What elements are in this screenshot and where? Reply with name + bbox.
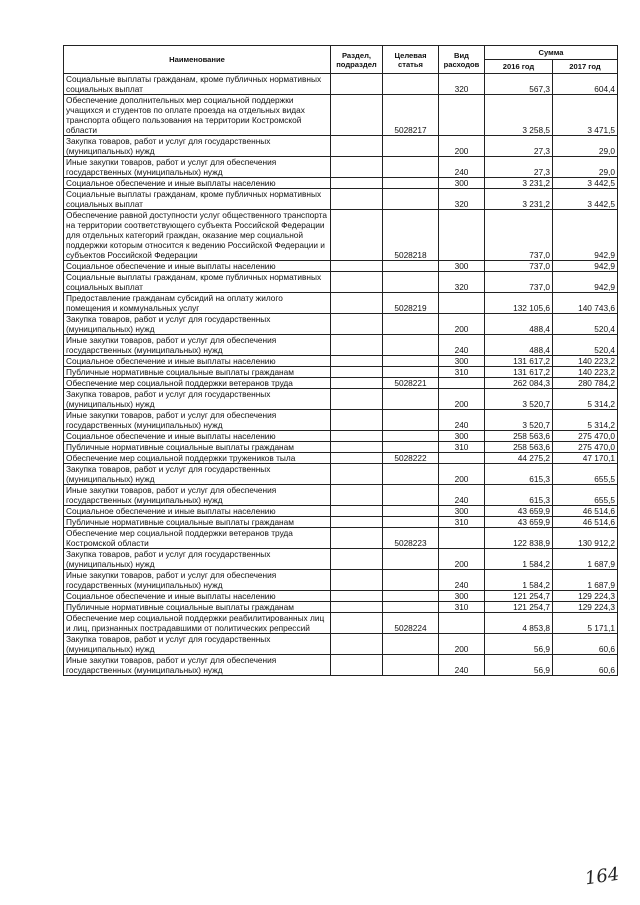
row-type: 200 — [439, 136, 485, 157]
row-sum-2016: 44 275,2 — [485, 453, 553, 464]
row-name: Обеспечение равной доступности услуг общественного транспорта на территории соответствующего субъекта Российской Федерации для отдельных категорий граждан, оказание мер социальной поддержки которым относится к ведению Российской Федерации и субъектов Российской Федерации — [64, 210, 331, 261]
row-type: 240 — [439, 157, 485, 178]
row-sum-2016: 131 617,2 — [485, 367, 553, 378]
row-type: 240 — [439, 570, 485, 591]
row-section — [331, 591, 383, 602]
header-year-2016: 2016 год — [485, 60, 553, 74]
row-sum-2017: 5 314,2 — [553, 410, 618, 431]
row-type: 200 — [439, 464, 485, 485]
row-name: Иные закупки товаров, работ и услуг для обеспечения государственных (муниципальных) нужд — [64, 655, 331, 676]
row-sum-2017: 604,4 — [553, 74, 618, 95]
row-target — [383, 178, 439, 189]
row-sum-2017: 942,9 — [553, 261, 618, 272]
table-row — [64, 314, 618, 335]
row-target — [383, 570, 439, 591]
row-section — [331, 367, 383, 378]
row-sum-2016: 27,3 — [485, 157, 553, 178]
row-sum-2016: 615,3 — [485, 485, 553, 506]
row-section — [331, 261, 383, 272]
row-section — [331, 613, 383, 634]
table-row — [64, 634, 618, 655]
row-name: Закупка товаров, работ и услуг для государственных (муниципальных) нужд — [64, 314, 331, 335]
row-name: Иные закупки товаров, работ и услуг для обеспечения государственных (муниципальных) нужд — [64, 570, 331, 591]
row-type: 300 — [439, 261, 485, 272]
row-type: 300 — [439, 356, 485, 367]
table-row — [64, 378, 618, 389]
table-row — [64, 442, 618, 453]
row-sum-2017: 520,4 — [553, 314, 618, 335]
table-row — [64, 410, 618, 431]
row-sum-2017: 60,6 — [553, 655, 618, 676]
table-row — [64, 261, 618, 272]
row-name: Закупка товаров, работ и услуг для государственных (муниципальных) нужд — [64, 464, 331, 485]
table-row — [64, 506, 618, 517]
row-sum-2016: 1 584,2 — [485, 570, 553, 591]
row-section — [331, 189, 383, 210]
row-sum-2017: 1 687,9 — [553, 570, 618, 591]
row-target — [383, 602, 439, 613]
row-name: Закупка товаров, работ и услуг для государственных (муниципальных) нужд — [64, 389, 331, 410]
row-type: 240 — [439, 410, 485, 431]
row-type: 300 — [439, 591, 485, 602]
row-name: Иные закупки товаров, работ и услуг для обеспечения государственных (муниципальных) нужд — [64, 335, 331, 356]
row-sum-2016: 488,4 — [485, 335, 553, 356]
row-target: 5028223 — [383, 528, 439, 549]
row-sum-2017: 275 470,0 — [553, 442, 618, 453]
row-sum-2016: 56,9 — [485, 655, 553, 676]
row-target — [383, 367, 439, 378]
table-row — [64, 602, 618, 613]
row-section — [331, 157, 383, 178]
row-type: 300 — [439, 506, 485, 517]
row-name: Иные закупки товаров, работ и услуг для обеспечения государственных (муниципальных) нужд — [64, 485, 331, 506]
row-sum-2016: 3 231,2 — [485, 178, 553, 189]
table-body — [64, 74, 618, 676]
row-section — [331, 549, 383, 570]
table-header — [64, 46, 618, 74]
row-type — [439, 613, 485, 634]
row-section — [331, 528, 383, 549]
row-section — [331, 272, 383, 293]
row-sum-2016: 3 231,2 — [485, 189, 553, 210]
row-sum-2016: 737,0 — [485, 210, 553, 261]
table-row — [64, 549, 618, 570]
page-number: 164 — [583, 863, 621, 890]
row-sum-2017: 140 223,2 — [553, 367, 618, 378]
row-section — [331, 378, 383, 389]
row-section — [331, 410, 383, 431]
row-sum-2016: 567,3 — [485, 74, 553, 95]
row-target — [383, 485, 439, 506]
row-type: 320 — [439, 74, 485, 95]
table-row — [64, 517, 618, 528]
row-sum-2017: 3 471,5 — [553, 95, 618, 136]
row-section — [331, 506, 383, 517]
row-target — [383, 389, 439, 410]
table-row — [64, 95, 618, 136]
header-year-2017: 2017 год — [553, 60, 618, 74]
row-name: Предоставление гражданам субсидий на оплату жилого помещения и коммунальных услуг — [64, 293, 331, 314]
row-sum-2017: 60,6 — [553, 634, 618, 655]
row-type: 320 — [439, 272, 485, 293]
row-target — [383, 591, 439, 602]
budget-table — [63, 45, 618, 676]
row-target — [383, 272, 439, 293]
table-row — [64, 178, 618, 189]
table-row — [64, 157, 618, 178]
row-name: Социальное обеспечение и иные выплаты населению — [64, 591, 331, 602]
row-section — [331, 74, 383, 95]
row-sum-2016: 3 520,7 — [485, 389, 553, 410]
row-name: Обеспечение дополнительных мер социальной поддержки учащихся и студентов по оплате проезда на отдельных видах транспорта общего пользования на территории Костромской области — [64, 95, 331, 136]
table-row — [64, 189, 618, 210]
row-name: Публичные нормативные социальные выплаты гражданам — [64, 442, 331, 453]
row-sum-2016: 121 254,7 — [485, 591, 553, 602]
row-sum-2016: 122 838,9 — [485, 528, 553, 549]
row-sum-2016: 3 258,5 — [485, 95, 553, 136]
table-row — [64, 613, 618, 634]
table-row — [64, 272, 618, 293]
row-type: 200 — [439, 314, 485, 335]
row-type: 240 — [439, 655, 485, 676]
row-name: Иные закупки товаров, работ и услуг для обеспечения государственных (муниципальных) нужд — [64, 157, 331, 178]
row-sum-2017: 5 171,1 — [553, 613, 618, 634]
row-name: Социальные выплаты гражданам, кроме публичных нормативных социальных выплат — [64, 272, 331, 293]
row-sum-2017: 942,9 — [553, 210, 618, 261]
row-type — [439, 95, 485, 136]
row-target — [383, 506, 439, 517]
row-target — [383, 136, 439, 157]
row-sum-2016: 258 563,6 — [485, 442, 553, 453]
row-name: Социальные выплаты гражданам, кроме публичных нормативных социальных выплат — [64, 189, 331, 210]
row-type — [439, 293, 485, 314]
row-sum-2016: 737,0 — [485, 261, 553, 272]
header-type: Вид расходов — [439, 46, 485, 74]
row-type — [439, 378, 485, 389]
row-type: 240 — [439, 485, 485, 506]
row-sum-2016: 121 254,7 — [485, 602, 553, 613]
table-row — [64, 655, 618, 676]
row-target — [383, 335, 439, 356]
row-sum-2016: 258 563,6 — [485, 431, 553, 442]
header-section: Раздел, подраздел — [331, 46, 383, 74]
table-row — [64, 431, 618, 442]
row-section — [331, 335, 383, 356]
row-sum-2016: 615,3 — [485, 464, 553, 485]
row-sum-2017: 47 170,1 — [553, 453, 618, 464]
row-target — [383, 74, 439, 95]
row-section — [331, 634, 383, 655]
row-section — [331, 485, 383, 506]
row-type: 300 — [439, 431, 485, 442]
row-target: 5028222 — [383, 453, 439, 464]
row-type: 200 — [439, 389, 485, 410]
table-row — [64, 356, 618, 367]
row-sum-2016: 43 659,9 — [485, 506, 553, 517]
row-target — [383, 189, 439, 210]
row-sum-2016: 43 659,9 — [485, 517, 553, 528]
row-sum-2017: 655,5 — [553, 464, 618, 485]
row-sum-2016: 27,3 — [485, 136, 553, 157]
table-row — [64, 570, 618, 591]
row-target — [383, 356, 439, 367]
row-section — [331, 602, 383, 613]
row-target — [383, 261, 439, 272]
table-row — [64, 485, 618, 506]
row-sum-2016: 488,4 — [485, 314, 553, 335]
row-section — [331, 314, 383, 335]
row-name: Обеспечение мер социальной поддержки тружеников тыла — [64, 453, 331, 464]
row-target — [383, 442, 439, 453]
header-sum: Сумма — [485, 46, 618, 60]
row-type: 310 — [439, 442, 485, 453]
row-section — [331, 655, 383, 676]
row-target — [383, 314, 439, 335]
row-type — [439, 453, 485, 464]
row-section — [331, 356, 383, 367]
row-sum-2017: 1 687,9 — [553, 549, 618, 570]
row-target: 5028217 — [383, 95, 439, 136]
row-name: Социальное обеспечение и иные выплаты населению — [64, 506, 331, 517]
row-sum-2017: 275 470,0 — [553, 431, 618, 442]
row-name: Публичные нормативные социальные выплаты гражданам — [64, 517, 331, 528]
row-sum-2016: 262 084,3 — [485, 378, 553, 389]
row-type: 310 — [439, 517, 485, 528]
row-target: 5028224 — [383, 613, 439, 634]
row-section — [331, 442, 383, 453]
row-target: 5028218 — [383, 210, 439, 261]
row-name: Обеспечение мер социальной поддержки реабилитированных лиц и лиц, признанных пострадавшими от политических репрессий — [64, 613, 331, 634]
row-target — [383, 431, 439, 442]
row-name: Закупка товаров, работ и услуг для государственных (муниципальных) нужд — [64, 549, 331, 570]
row-name: Закупка товаров, работ и услуг для государственных (муниципальных) нужд — [64, 136, 331, 157]
row-sum-2017: 140 223,2 — [553, 356, 618, 367]
row-type: 200 — [439, 634, 485, 655]
row-sum-2017: 3 442,5 — [553, 178, 618, 189]
row-section — [331, 464, 383, 485]
table-row — [64, 464, 618, 485]
row-sum-2017: 46 514,6 — [553, 517, 618, 528]
table-row — [64, 591, 618, 602]
row-target — [383, 634, 439, 655]
row-sum-2017: 280 784,2 — [553, 378, 618, 389]
row-sum-2017: 3 442,5 — [553, 189, 618, 210]
row-target — [383, 157, 439, 178]
row-sum-2017: 5 314,2 — [553, 389, 618, 410]
header-target: Целевая статья — [383, 46, 439, 74]
row-name: Социальное обеспечение и иные выплаты населению — [64, 261, 331, 272]
row-section — [331, 431, 383, 442]
row-name: Закупка товаров, работ и услуг для государственных (муниципальных) нужд — [64, 634, 331, 655]
table-row — [64, 335, 618, 356]
row-type: 320 — [439, 189, 485, 210]
row-target — [383, 517, 439, 528]
row-target — [383, 549, 439, 570]
row-type: 240 — [439, 335, 485, 356]
row-sum-2016: 1 584,2 — [485, 549, 553, 570]
row-name: Публичные нормативные социальные выплаты гражданам — [64, 367, 331, 378]
row-type: 310 — [439, 602, 485, 613]
table-row — [64, 389, 618, 410]
table-row — [64, 210, 618, 261]
row-section — [331, 570, 383, 591]
table-row — [64, 528, 618, 549]
row-type: 200 — [439, 549, 485, 570]
row-name: Обеспечение мер социальной поддержки ветеранов труда Костромской области — [64, 528, 331, 549]
row-sum-2016: 132 105,6 — [485, 293, 553, 314]
row-section — [331, 210, 383, 261]
row-sum-2017: 29,0 — [553, 157, 618, 178]
table-row — [64, 367, 618, 378]
row-name: Социальное обеспечение и иные выплаты населению — [64, 356, 331, 367]
row-sum-2017: 129 224,3 — [553, 591, 618, 602]
row-type: 310 — [439, 367, 485, 378]
row-section — [331, 178, 383, 189]
row-section — [331, 95, 383, 136]
row-sum-2017: 520,4 — [553, 335, 618, 356]
row-sum-2017: 140 743,6 — [553, 293, 618, 314]
budget-table-page — [63, 45, 617, 676]
row-type: 300 — [439, 178, 485, 189]
row-name: Обеспечение мер социальной поддержки ветеранов труда — [64, 378, 331, 389]
row-name: Социальное обеспечение и иные выплаты населению — [64, 431, 331, 442]
row-target — [383, 410, 439, 431]
row-sum-2017: 129 224,3 — [553, 602, 618, 613]
row-section — [331, 136, 383, 157]
row-target — [383, 464, 439, 485]
row-sum-2016: 737,0 — [485, 272, 553, 293]
row-name: Публичные нормативные социальные выплаты гражданам — [64, 602, 331, 613]
row-name: Иные закупки товаров, работ и услуг для обеспечения государственных (муниципальных) нужд — [64, 410, 331, 431]
table-row — [64, 74, 618, 95]
row-target: 5028221 — [383, 378, 439, 389]
row-section — [331, 517, 383, 528]
row-name: Социальное обеспечение и иные выплаты населению — [64, 178, 331, 189]
row-target — [383, 655, 439, 676]
row-sum-2016: 4 853,8 — [485, 613, 553, 634]
row-section — [331, 453, 383, 464]
table-row — [64, 136, 618, 157]
table-row — [64, 453, 618, 464]
table-row — [64, 293, 618, 314]
row-sum-2017: 942,9 — [553, 272, 618, 293]
row-sum-2017: 29,0 — [553, 136, 618, 157]
row-sum-2016: 3 520,7 — [485, 410, 553, 431]
row-section — [331, 389, 383, 410]
row-type — [439, 528, 485, 549]
row-section — [331, 293, 383, 314]
row-name: Социальные выплаты гражданам, кроме публичных нормативных социальных выплат — [64, 74, 331, 95]
row-sum-2016: 131 617,2 — [485, 356, 553, 367]
header-name: Наименование — [64, 46, 331, 74]
row-sum-2017: 46 514,6 — [553, 506, 618, 517]
row-sum-2017: 130 912,2 — [553, 528, 618, 549]
row-sum-2016: 56,9 — [485, 634, 553, 655]
row-type — [439, 210, 485, 261]
row-sum-2017: 655,5 — [553, 485, 618, 506]
row-target: 5028219 — [383, 293, 439, 314]
